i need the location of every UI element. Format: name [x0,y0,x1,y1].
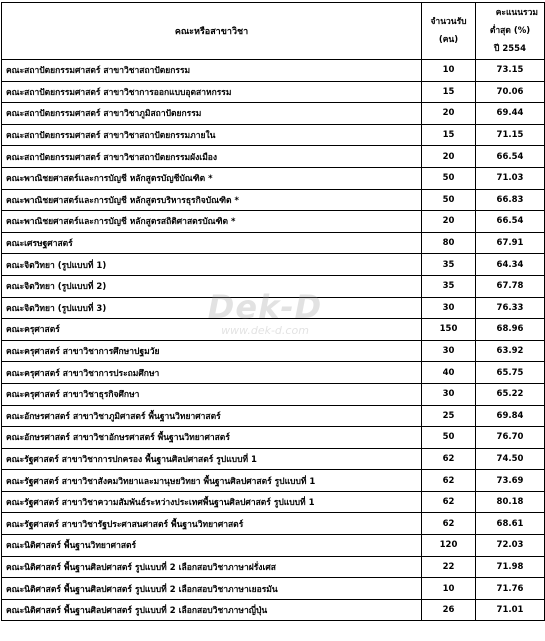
table-row [2,383,545,405]
header-intake-line2: (คน) [438,35,459,45]
table-row [2,211,545,233]
intake-cell: 120 [422,535,476,557]
header-score-line2: ต่ำสุด (%) [489,26,531,36]
intake-cell: 15 [422,124,476,146]
faculty-cell: คณะพาณิชยศาสตร์และการบัญชี หลักสูตรบัญชีบัณฑิต * [2,167,422,189]
score-cell: 71.01 [476,599,545,621]
table-row [2,81,545,103]
table-row [2,275,545,297]
header-score-line3: ปี 2554 [493,44,526,54]
intake-cell: 25 [422,405,476,427]
table-row [2,599,545,621]
admission-score-table [1,2,545,621]
faculty-cell: คณะเศรษฐศาสตร์ [2,232,422,254]
intake-cell: 62 [422,470,476,492]
faculty-cell: คณะนิติศาสตร์ พื้นฐานศิลปศาสตร์ รูปแบบที่ 2 เลือกสอบวิชาภาษาญี่ปุ่น [2,599,422,621]
header-min-score [476,3,545,60]
score-cell: 66.83 [476,189,545,211]
table-row [2,189,545,211]
intake-cell: 10 [422,60,476,82]
score-cell: 63.92 [476,340,545,362]
score-cell: 68.96 [476,319,545,341]
score-cell: 72.03 [476,535,545,557]
score-cell: 65.22 [476,383,545,405]
table-row [2,427,545,449]
faculty-cell: คณะครุศาสตร์ [2,319,422,341]
faculty-cell: คณะรัฐศาสตร์ สาขาวิชารัฐประศาสนศาสตร์ พื้นฐานวิทยาศาสตร์ [2,513,422,535]
watermark-logo: Dek-D [207,288,323,326]
faculty-cell: คณะนิติศาสตร์ พื้นฐานศิลปศาสตร์ รูปแบบที่ 2 เลือกสอบวิชาภาษาฝรั่งเศส [2,556,422,578]
table-row [2,448,545,470]
table-row [2,297,545,319]
table-row [2,470,545,492]
table-row [2,578,545,600]
score-cell: 64.34 [476,254,545,276]
intake-cell: 30 [422,297,476,319]
score-cell: 80.18 [476,491,545,513]
faculty-cell: คณะอักษรศาสตร์ สาขาวิชาภูมิศาสตร์ พื้นฐานวิทยาศาสตร์ [2,405,422,427]
table-body [2,60,545,621]
table-header-row [2,3,545,60]
score-cell: 66.54 [476,211,545,233]
header-score-line1: คะแนนรวม [495,8,538,18]
intake-cell: 40 [422,362,476,384]
score-cell: 70.06 [476,81,545,103]
table-row [2,556,545,578]
score-cell: 69.44 [476,103,545,125]
score-cell: 68.61 [476,513,545,535]
table-row [2,405,545,427]
intake-cell: 35 [422,254,476,276]
score-cell: 71.98 [476,556,545,578]
faculty-cell: คณะนิติศาสตร์ พื้นฐานศิลปศาสตร์ รูปแบบที่ 2 เลือกสอบวิชาภาษาเยอรมัน [2,578,422,600]
faculty-cell: คณะพาณิชยศาสตร์และการบัญชี หลักสูตรสถิติศาสตรบัณฑิต * [2,211,422,233]
table-row [2,491,545,513]
intake-cell: 62 [422,491,476,513]
intake-cell: 20 [422,103,476,125]
score-cell: 73.15 [476,60,545,82]
faculty-cell: คณะพาณิชยศาสตร์และการบัญชี หลักสูตรบริหารธุรกิจบัณฑิต * [2,189,422,211]
table-row [2,103,545,125]
score-cell: 71.76 [476,578,545,600]
table-row [2,513,545,535]
score-cell: 65.75 [476,362,545,384]
faculty-cell: คณะอักษรศาสตร์ สาขาวิชาอักษรศาสตร์ พื้นฐานวิทยาศาสตร์ [2,427,422,449]
intake-cell: 30 [422,383,476,405]
faculty-cell: คณะรัฐศาสตร์ สาขาวิชาสังคมวิทยาและมานุษยวิทยา พื้นฐานศิลปศาสตร์ รูปแบบที่ 1 [2,470,422,492]
intake-cell: 50 [422,427,476,449]
faculty-cell: คณะจิตวิทยา (รูปแบบที่ 2) [2,275,422,297]
table-row [2,167,545,189]
faculty-cell: คณะสถาปัตยกรรมศาสตร์ สาขาวิชาสถาปัตยกรรมภายใน [2,124,422,146]
score-cell: 74.50 [476,448,545,470]
intake-cell: 62 [422,448,476,470]
intake-cell: 62 [422,513,476,535]
intake-cell: 10 [422,578,476,600]
intake-cell: 26 [422,599,476,621]
watermark-url: www.dek-d.com [221,324,309,337]
faculty-cell: คณะสถาปัตยกรรมศาสตร์ สาขาวิชาสถาปัตยกรรม [2,60,422,82]
table-row [2,362,545,384]
table-row [2,146,545,168]
faculty-cell: คณะครุศาสตร์ สาขาวิชาการศึกษาปฐมวัย [2,340,422,362]
table-row [2,254,545,276]
score-cell: 76.70 [476,427,545,449]
table-row [2,340,545,362]
intake-cell: 30 [422,340,476,362]
intake-cell: 20 [422,146,476,168]
score-cell: 71.15 [476,124,545,146]
faculty-cell: คณะสถาปัตยกรรมศาสตร์ สาขาวิชาการออกแบบอุตสาหกรรม [2,81,422,103]
score-cell: 76.33 [476,297,545,319]
faculty-cell: คณะจิตวิทยา (รูปแบบที่ 1) [2,254,422,276]
score-cell: 73.69 [476,470,545,492]
faculty-cell: คณะครุศาสตร์ สาขาวิชาการประถมศึกษา [2,362,422,384]
intake-cell: 22 [422,556,476,578]
header-faculty: คณะหรือสาขาวิชา [2,3,422,60]
faculty-cell: คณะรัฐศาสตร์ สาขาวิชาความสัมพันธ์ระหว่างประเทศพื้นฐานศิลปศาสตร์ รูปแบบที่ 1 [2,491,422,513]
intake-cell: 20 [422,211,476,233]
intake-cell: 150 [422,319,476,341]
table-row [2,60,545,82]
intake-cell: 35 [422,275,476,297]
intake-cell: 80 [422,232,476,254]
faculty-cell: คณะรัฐศาสตร์ สาขาวิชาการปกครอง พื้นฐานศิลปศาสตร์ รูปแบบที่ 1 [2,448,422,470]
intake-cell: 15 [422,81,476,103]
score-cell: 67.91 [476,232,545,254]
header-intake [422,3,476,60]
faculty-cell: คณะจิตวิทยา (รูปแบบที่ 3) [2,297,422,319]
score-cell: 67.78 [476,275,545,297]
table-row [2,232,545,254]
table-row [2,319,545,341]
intake-cell: 50 [422,167,476,189]
intake-cell: 50 [422,189,476,211]
faculty-cell: คณะครุศาสตร์ สาขาวิชาธุรกิจศึกษา [2,383,422,405]
table-row [2,124,545,146]
faculty-cell: คณะสถาปัตยกรรมศาสตร์ สาขาวิชาสถาปัตยกรรมผังเมือง [2,146,422,168]
table-row [2,535,545,557]
faculty-cell: คณะนิติศาสตร์ พื้นฐานวิทยาศาสตร์ [2,535,422,557]
score-cell: 69.84 [476,405,545,427]
faculty-cell: คณะสถาปัตยกรรมศาสตร์ สาขาวิชาภูมิสถาปัตยกรรม [2,103,422,125]
header-intake-line1: จำนวนรับ [430,17,467,27]
score-cell: 71.03 [476,167,545,189]
score-cell: 66.54 [476,146,545,168]
